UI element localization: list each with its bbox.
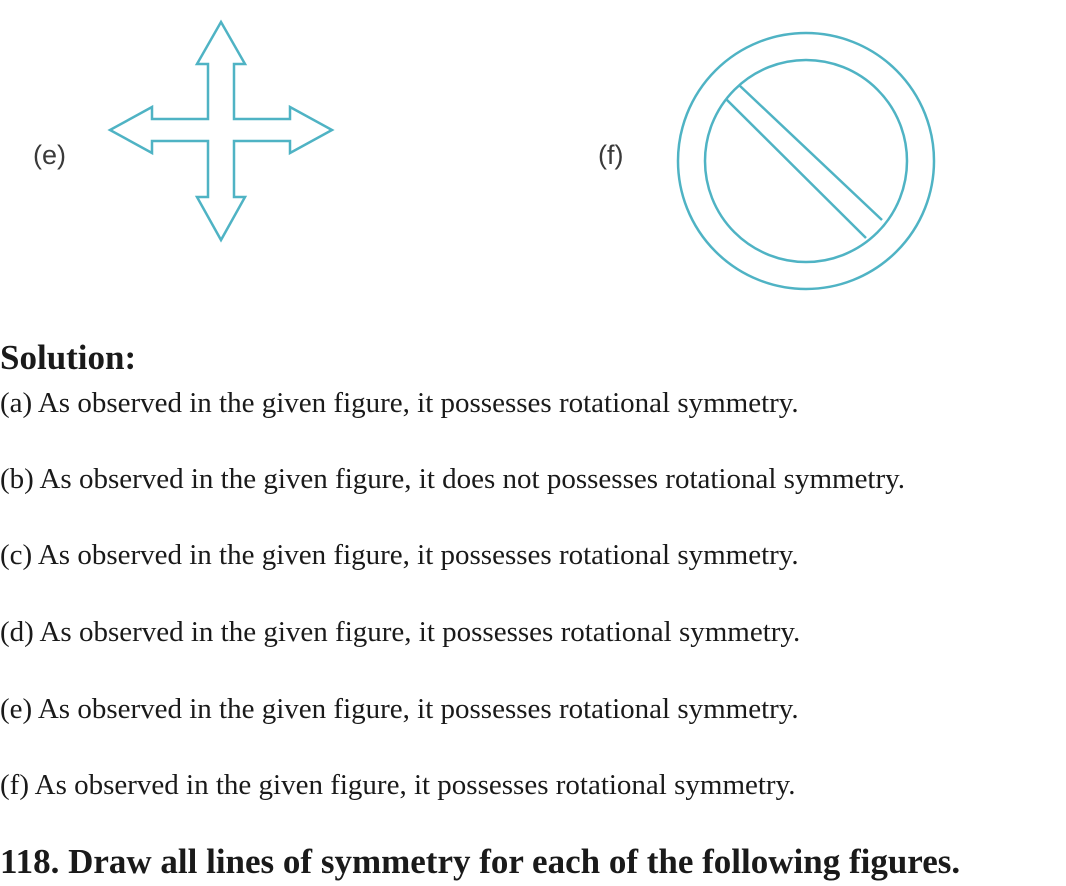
solution-heading: Solution: [0, 338, 137, 377]
prohibition-sign-icon [0, 0, 1066, 300]
question-118-heading: 118. Draw all lines of symmetry for each of the following figures. [0, 842, 961, 881]
answer-a: (a) As observed in the given figure, it possesses rotational symmetry. [0, 387, 799, 419]
figure-f-label: (f) [598, 140, 624, 170]
answer-e: (e) As observed in the given figure, it possesses rotational symmetry. [0, 693, 799, 725]
answer-b: (b) As observed in the given figure, it does not possesses rotational symmetry. [0, 463, 906, 495]
answer-c: (c) As observed in the given figure, it possesses rotational symmetry. [0, 539, 799, 571]
answer-f: (f) As observed in the given figure, it possesses rotational symmetry. [0, 769, 796, 801]
figure-e-label: (e) [33, 140, 66, 170]
answer-d: (d) As observed in the given figure, it possesses rotational symmetry. [0, 616, 801, 648]
